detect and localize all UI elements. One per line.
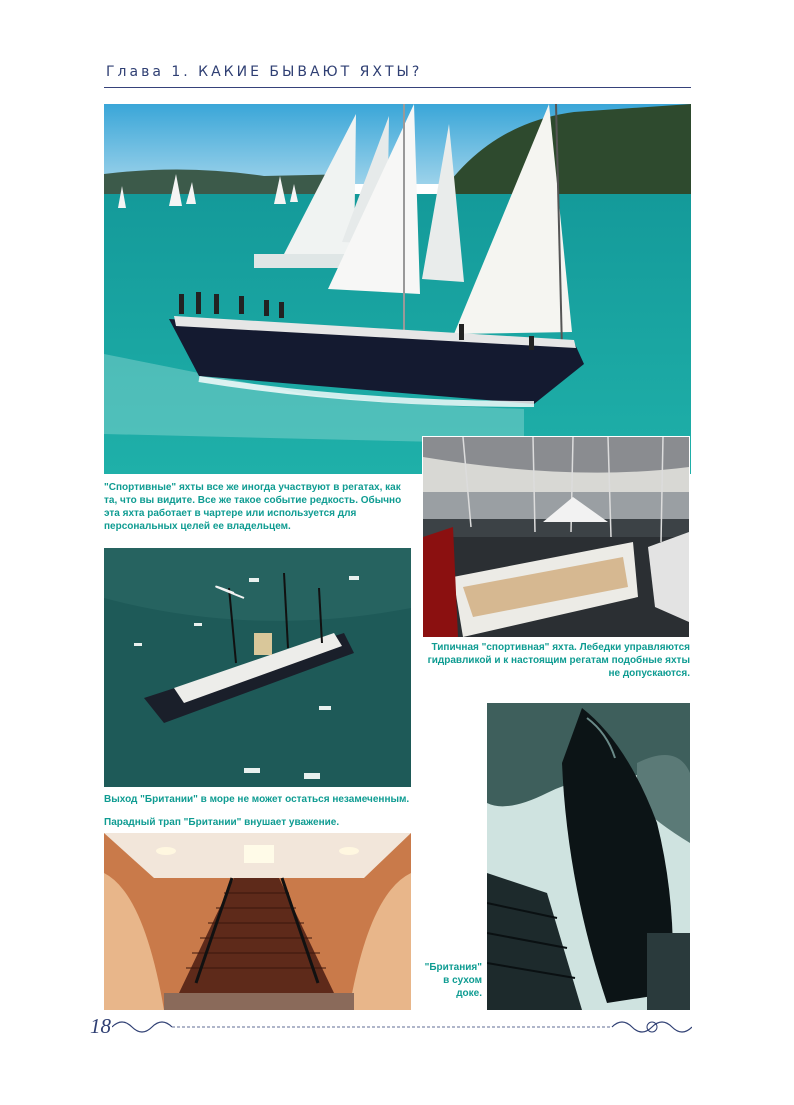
caption-sport-yacht: Типичная "спортивная" яхта. Лебедки управляются гидравликой и к настоящим регатам подобные яхты не допускаются. bbox=[427, 642, 690, 679]
caption-britannia-dock: "Британия" в сухом доке. bbox=[424, 962, 482, 999]
caption-britannia-sea: Выход "Британии" в море не может остаться незамеченным. bbox=[104, 794, 410, 805]
chapter-title: Глава 1. КАКИЕ БЫВАЮТ ЯХТЫ? bbox=[106, 64, 423, 80]
sport-yacht-photo bbox=[422, 436, 690, 638]
britannia-sea-photo bbox=[104, 548, 411, 787]
britannia-stairs-photo bbox=[104, 833, 411, 1010]
regatta-photo bbox=[104, 104, 691, 474]
caption-regatta: "Спортивные" яхты все же иногда участвуют в регатах, как та, что вы видите. Все же такое событие редкость. Обычно эта яхта работает в чартере или используется для персональных целей ее владельцем. bbox=[104, 482, 402, 532]
page-number: 18 bbox=[90, 1014, 111, 1038]
header-rule bbox=[104, 87, 691, 88]
rope-ornament bbox=[112, 1017, 692, 1037]
caption-britannia-stairs: Парадный трап "Британии" внушает уважение. bbox=[104, 817, 340, 828]
britannia-dock-photo bbox=[487, 703, 690, 1010]
